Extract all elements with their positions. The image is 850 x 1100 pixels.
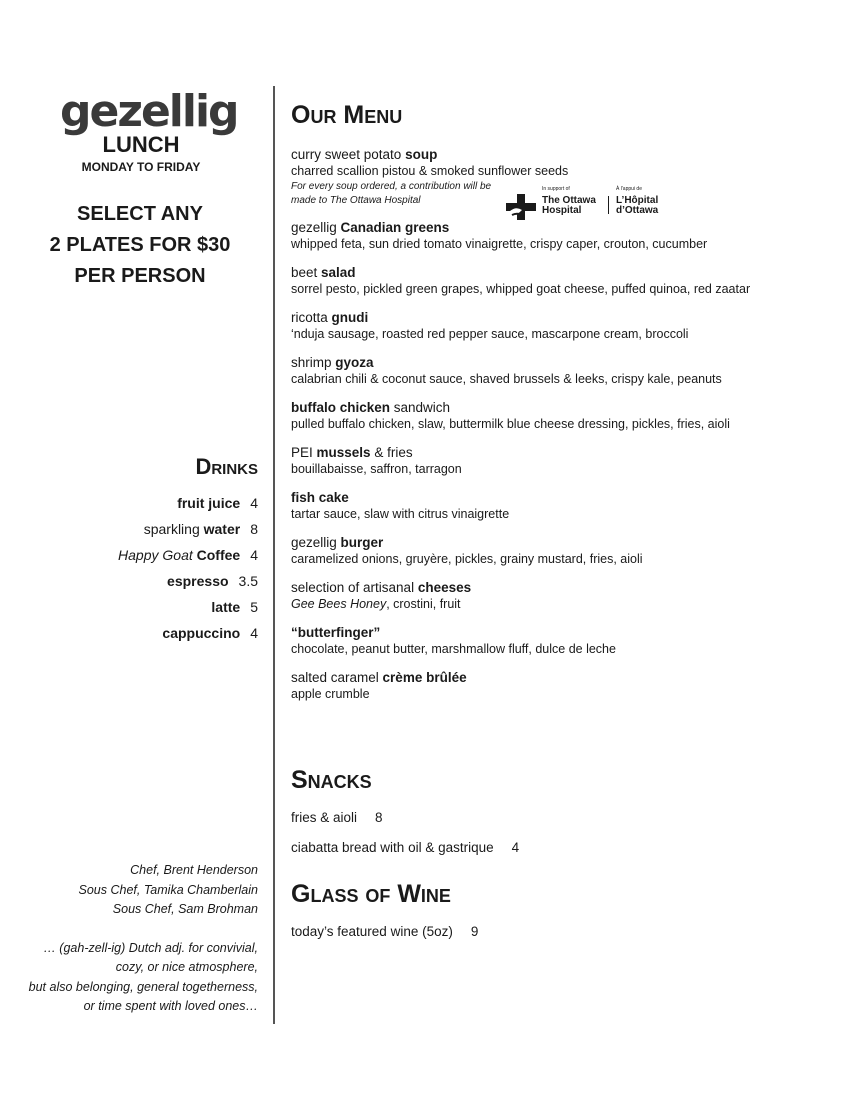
- menu-item: [291, 579, 811, 613]
- item-name: selection of artisanal cheeses: [291, 580, 472, 595]
- item-name: shrimp gyoza: [291, 355, 374, 370]
- hospital-cross-icon: [506, 194, 536, 220]
- credit-line: Sous Chef, Tamika Chamberlain: [78, 882, 258, 897]
- item-name: gezellig Canadian greens: [291, 220, 450, 235]
- logo-divider: [608, 196, 609, 214]
- snack-name: fries & aioli: [291, 810, 358, 825]
- drink-price: 3.5: [238, 573, 258, 589]
- wine-item: [291, 923, 478, 941]
- drink-price: 4: [250, 547, 258, 563]
- drink-prefix: Happy Goat: [118, 547, 197, 563]
- menu-item: [291, 624, 811, 658]
- item-description: Gee Bees Honey, crostini, fruit: [291, 597, 461, 611]
- support-label-en: In support of: [542, 186, 570, 192]
- menu-item: [291, 219, 811, 253]
- credit-line: Chef, Brent Henderson: [130, 863, 258, 877]
- drinks-list: [40, 492, 258, 648]
- hospital-name-fr-2: d’Ottawa: [616, 205, 659, 216]
- lunch-heading: LUNCH: [102, 132, 180, 157]
- menu-item: [291, 354, 811, 388]
- item-description: bouillabaisse, saffron, tarragon: [291, 462, 462, 476]
- wine-heading: Glass of Wine: [291, 880, 451, 908]
- menu-items: [291, 146, 811, 714]
- drink-item: [40, 492, 258, 518]
- drink-prefix: sparkling: [143, 521, 204, 537]
- item-description: chocolate, peanut butter, marshmallow fluff, dulce de leche: [291, 642, 616, 656]
- menu-item: [291, 669, 811, 703]
- hospital-name-en-2: Hospital: [542, 205, 582, 216]
- ottawa-hospital-logo: [506, 184, 676, 224]
- item-description: sorrel pesto, pickled green grapes, whipped goat cheese, puffed quinoa, red zaatar: [291, 282, 751, 296]
- snack-price: 8: [375, 810, 383, 825]
- restaurant-logo: gezellig: [60, 86, 238, 137]
- item-description: ‘nduja sausage, roasted red pepper sauce, mascarpone cream, broccoli: [291, 327, 689, 341]
- snack-name: ciabatta bread with oil & gastrique: [291, 840, 494, 855]
- drink-price: 8: [250, 521, 258, 537]
- drink-item: [40, 570, 258, 596]
- snacks-heading: Snacks: [291, 766, 372, 794]
- item-description: whipped feta, sun dried tomato vinaigrette, crispy caper, crouton, cucumber: [291, 237, 708, 251]
- definition-line: but also belonging, general togetherness,: [28, 979, 258, 994]
- menu-item: [291, 534, 811, 568]
- menu-item: [291, 444, 811, 478]
- item-name: fish cake: [291, 490, 349, 505]
- wine-price: 9: [470, 924, 479, 939]
- snack-item: [291, 809, 383, 827]
- menu-item: [291, 489, 811, 523]
- snack-price: 4: [511, 840, 520, 855]
- item-name: beet salad: [291, 265, 356, 280]
- snack-item: [291, 839, 519, 857]
- drink-item: [40, 622, 258, 648]
- soup-contribution-note: For every soup ordered, a contribution will be made to The Ottawa Hospital: [291, 181, 492, 206]
- hospital-name-fr-1: L’Hôpital: [616, 195, 659, 206]
- definition-line: cozy, or nice atmosphere,: [115, 960, 258, 974]
- drink-name: cappuccino: [162, 625, 241, 641]
- drink-price: 5: [250, 599, 258, 615]
- item-name: PEI mussels & fries: [291, 445, 413, 460]
- item-name: ricotta gnudi: [291, 310, 369, 325]
- item-name: gezellig burger: [291, 535, 384, 550]
- item-name: buffalo chicken sandwich: [291, 400, 451, 415]
- definition-line: … (gah-zell-ig) Dutch adj. for convivial,: [43, 940, 258, 955]
- definition-line: or time spent with loved ones…: [83, 999, 258, 1013]
- menu-item: [291, 264, 811, 298]
- menu-item: [291, 399, 811, 433]
- drink-item: [40, 544, 258, 570]
- wine-name: today’s featured wine (5oz): [291, 924, 453, 939]
- drink-name: water: [203, 521, 241, 537]
- item-description: apple crumble: [291, 687, 370, 701]
- drink-price: 4: [250, 625, 258, 641]
- item-name: “butterfinger”: [291, 625, 381, 640]
- item-description: pulled buffalo chicken, slaw, buttermilk blue cheese dressing, pickles, fries, aioli: [291, 417, 730, 431]
- column-divider: [273, 86, 275, 1024]
- offer-line: SELECT ANY: [77, 203, 203, 225]
- drink-name: espresso: [167, 573, 229, 589]
- drink-price: 4: [250, 495, 258, 511]
- drink-item: [40, 596, 258, 622]
- item-name: salted caramel crème brûlée: [291, 670, 467, 685]
- menu-item: [291, 309, 811, 343]
- item-name: curry sweet potato soup: [291, 147, 438, 162]
- price-offer: [20, 199, 260, 292]
- item-description: charred scallion pistou & smoked sunflower seeds: [291, 164, 569, 178]
- offer-line: 2 PLATES FOR $30: [49, 234, 231, 256]
- drinks-heading: Drinks: [195, 454, 258, 479]
- drink-item: [40, 518, 258, 544]
- staff-credits: [10, 861, 258, 1017]
- credit-line: Sous Chef, Sam Brohman: [112, 902, 258, 916]
- support-label-fr: À l'appui de: [616, 186, 642, 192]
- hospital-name-en-1: The Ottawa: [542, 195, 596, 206]
- menu-heading: Our Menu: [291, 101, 403, 129]
- item-description: tartar sauce, slaw with citrus vinaigrette: [291, 507, 510, 521]
- days-subheading: MONDAY TO FRIDAY: [81, 160, 201, 174]
- drink-name: latte: [211, 599, 241, 615]
- drink-name: fruit juice: [177, 495, 241, 511]
- drink-name: Coffee: [196, 547, 241, 563]
- offer-line: PER PERSON: [74, 265, 206, 287]
- item-description: calabrian chili & coconut sauce, shaved brussels & leeks, crispy kale, peanuts: [291, 372, 722, 386]
- item-description: caramelized onions, gruyère, pickles, grainy mustard, fries, aioli: [291, 552, 643, 566]
